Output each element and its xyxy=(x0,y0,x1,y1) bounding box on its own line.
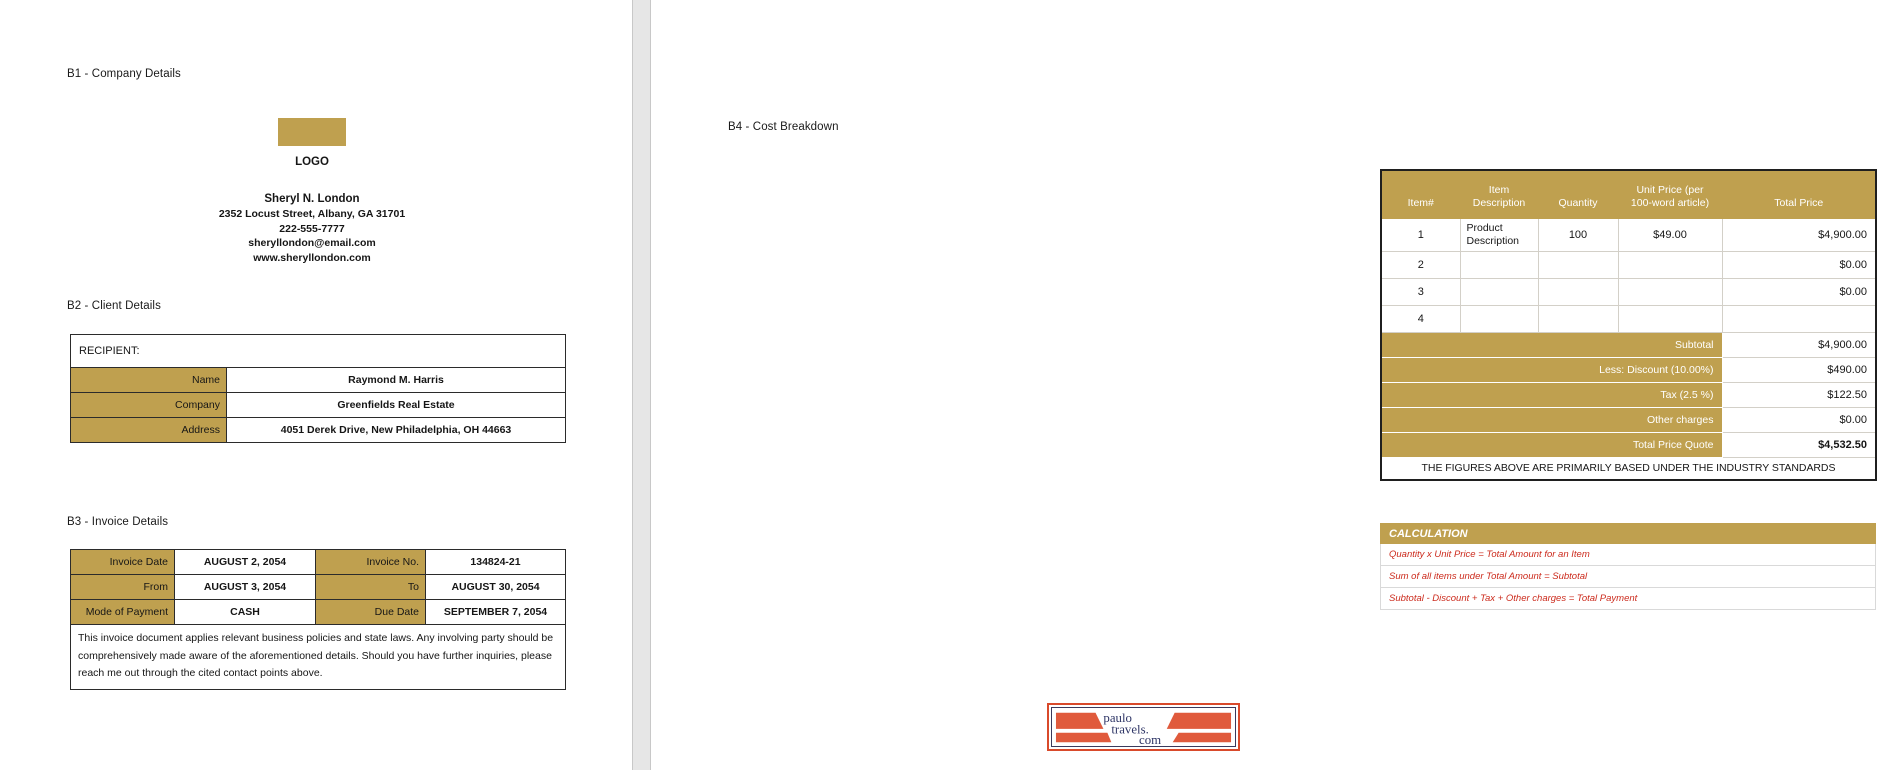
item-number: 1 xyxy=(1381,218,1460,251)
invoice-to-value: AUGUST 30, 2054 xyxy=(426,575,566,600)
calculation-header-row xyxy=(1381,524,1876,544)
item-total-price: $4,900.00 xyxy=(1722,218,1876,251)
item-quantity xyxy=(1538,305,1618,332)
company-phone: 222-555-7777 xyxy=(279,222,345,235)
calculation-rule: Quantity x Unit Price = Total Amount for an Item xyxy=(1381,544,1876,566)
item-description xyxy=(1460,278,1538,305)
due-date-label: Due Date xyxy=(316,600,426,625)
client-name-value: Raymond M. Harris xyxy=(227,368,566,393)
company-name: Sheryl N. London xyxy=(264,193,360,205)
item-quantity xyxy=(1538,251,1618,278)
table-row-recipient xyxy=(71,335,566,368)
summary-row xyxy=(1381,382,1876,407)
invoice-from-value: AUGUST 3, 2054 xyxy=(175,575,316,600)
summary-value-total-price-quote: $4,532.50 xyxy=(1722,432,1876,457)
table-row-note xyxy=(71,625,566,690)
col-header-unit-price: Unit Price (per 100-word article) xyxy=(1618,170,1722,218)
calculation-heading: CALCULATION xyxy=(1381,524,1876,544)
invoice-to-label: To xyxy=(316,575,426,600)
invoice-date-label: Invoice Date xyxy=(71,550,175,575)
table-row xyxy=(71,418,566,443)
watermark-shape-left-bottom xyxy=(1056,733,1111,743)
watermark-text-line1: paulo xyxy=(1103,711,1132,726)
invoice-no-label: Invoice No. xyxy=(316,550,426,575)
client-name-label: Name xyxy=(71,368,227,393)
table-row xyxy=(1381,251,1876,278)
calculation-rule: Subtotal - Discount + Tax + Other charges = Total Payment xyxy=(1381,588,1876,610)
client-address-label: Address xyxy=(71,418,227,443)
item-number: 3 xyxy=(1381,278,1460,305)
page-separator xyxy=(632,0,651,770)
table-row xyxy=(1381,305,1876,332)
item-unit-price xyxy=(1618,251,1722,278)
cost-breakdown-table xyxy=(1380,169,1877,481)
company-address: 2352 Locust Street, Albany, GA 31701 xyxy=(218,208,406,220)
calculation-rule-row xyxy=(1381,588,1876,610)
watermark-graphic xyxy=(1052,708,1235,746)
paulotravels-watermark-logo xyxy=(1047,703,1240,751)
table-row xyxy=(71,393,566,418)
item-total-price: $0.00 xyxy=(1722,278,1876,305)
section-label-b4: B4 - Cost Breakdown xyxy=(728,121,839,133)
item-description: Product Description xyxy=(1460,218,1538,251)
summary-row xyxy=(1381,407,1876,432)
invoice-date-value: AUGUST 2, 2054 xyxy=(175,550,316,575)
table-header-row xyxy=(1381,170,1876,218)
watermark-shape-right-top xyxy=(1167,713,1231,729)
document-page-1 xyxy=(0,0,632,770)
mode-of-payment-value: CASH xyxy=(175,600,316,625)
item-number: 4 xyxy=(1381,305,1460,332)
item-description xyxy=(1460,305,1538,332)
watermark-text-line2: travels. xyxy=(1111,722,1149,737)
client-company-value: Greenfields Real Estate xyxy=(227,393,566,418)
table-row xyxy=(71,575,566,600)
summary-label-tax: Tax (2.5 %) xyxy=(1381,382,1722,407)
summary-value-other-charges: $0.00 xyxy=(1722,407,1876,432)
calculation-rule-row xyxy=(1381,566,1876,588)
table-row xyxy=(1381,218,1876,251)
summary-value-tax: $122.50 xyxy=(1722,382,1876,407)
cost-breakdown-footnote: THE FIGURES ABOVE ARE PRIMARILY BASED UNDER THE INDUSTRY STANDARDS xyxy=(1381,457,1876,480)
table-row xyxy=(71,368,566,393)
calculation-rule: Sum of all items under Total Amount = Subtotal xyxy=(1381,566,1876,588)
table-row xyxy=(1381,278,1876,305)
item-unit-price xyxy=(1618,305,1722,332)
summary-label-discount: Less: Discount (10.00%) xyxy=(1381,357,1722,382)
summary-label-total-price-quote: Total Price Quote xyxy=(1381,432,1722,457)
item-description xyxy=(1460,251,1538,278)
summary-row xyxy=(1381,332,1876,357)
invoice-no-value: 134824-21 xyxy=(426,550,566,575)
summary-row xyxy=(1381,432,1876,457)
item-total-price xyxy=(1722,305,1876,332)
mode-of-payment-label: Mode of Payment xyxy=(71,600,175,625)
company-website: www.sheryllondon.com xyxy=(253,251,371,264)
summary-label-other-charges: Other charges xyxy=(1381,407,1722,432)
company-logo-placeholder xyxy=(278,118,346,146)
company-email: sheryllondon@email.com xyxy=(248,237,376,250)
item-unit-price xyxy=(1618,278,1722,305)
client-details-table xyxy=(70,334,566,443)
section-label-b2: B2 - Client Details xyxy=(67,300,161,312)
section-label-b3: B3 - Invoice Details xyxy=(67,516,169,528)
client-address-value: 4051 Derek Drive, New Philadelphia, OH 44663 xyxy=(227,418,566,443)
document-page-2 xyxy=(651,0,1867,770)
col-header-item-description: Item Description xyxy=(1460,170,1538,218)
invoice-from-label: From xyxy=(71,575,175,600)
invoice-details-table xyxy=(70,549,566,690)
item-total-price: $0.00 xyxy=(1722,251,1876,278)
recipient-label: RECIPIENT: xyxy=(71,335,566,368)
summary-value-subtotal: $4,900.00 xyxy=(1722,332,1876,357)
col-header-total-price: Total Price xyxy=(1722,170,1876,218)
col-header-item-number: Item# xyxy=(1381,170,1460,218)
watermark-inner-frame xyxy=(1051,707,1236,747)
table-footnote-row xyxy=(1381,457,1876,480)
watermark-shape-right-bottom xyxy=(1173,733,1231,743)
table-row xyxy=(71,600,566,625)
company-details-block xyxy=(128,191,496,265)
watermark-shape-left-top xyxy=(1056,713,1103,729)
summary-row xyxy=(1381,357,1876,382)
item-number: 2 xyxy=(1381,251,1460,278)
calculation-box xyxy=(1380,523,1876,610)
company-logo-caption: LOGO xyxy=(295,156,329,168)
item-unit-price: $49.00 xyxy=(1618,218,1722,251)
due-date-value: SEPTEMBER 7, 2054 xyxy=(426,600,566,625)
table-row xyxy=(71,550,566,575)
summary-label-subtotal: Subtotal xyxy=(1381,332,1722,357)
calculation-rule-row xyxy=(1381,544,1876,566)
invoice-note: This invoice document applies relevant business policies and state laws. Any involving party should be comprehensively made aware of the aforementioned details. Should you have further inquiries, please reach me out through the cited contact points above. xyxy=(71,625,566,690)
item-quantity xyxy=(1538,278,1618,305)
watermark-text-line3: com xyxy=(1139,733,1162,748)
col-header-quantity: Quantity xyxy=(1538,170,1618,218)
item-quantity: 100 xyxy=(1538,218,1618,251)
section-label-b1: B1 - Company Details xyxy=(67,68,181,80)
client-company-label: Company xyxy=(71,393,227,418)
summary-value-discount: $490.00 xyxy=(1722,357,1876,382)
